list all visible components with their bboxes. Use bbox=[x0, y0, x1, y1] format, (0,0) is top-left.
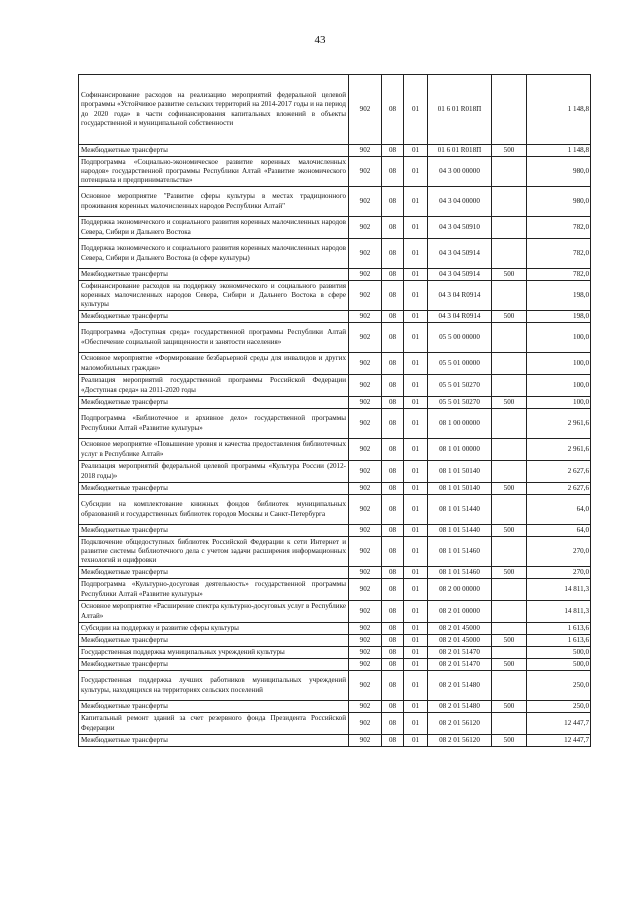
cell-glava: 902 bbox=[349, 495, 382, 525]
cell-name: Государственная поддержка муниципальных учреждений культуры bbox=[79, 647, 349, 659]
cell-target-article: 08 1 01 51460 bbox=[428, 567, 492, 579]
cell-expense-type bbox=[492, 537, 527, 567]
cell-podrazdel: 01 bbox=[404, 397, 428, 409]
cell-glava: 902 bbox=[349, 239, 382, 269]
cell-podrazdel: 01 bbox=[404, 735, 428, 747]
cell-glava: 902 bbox=[349, 635, 382, 647]
cell-expense-type bbox=[492, 579, 527, 601]
cell-razdel: 08 bbox=[382, 659, 404, 671]
cell-podrazdel: 01 bbox=[404, 579, 428, 601]
table-row bbox=[79, 601, 591, 623]
cell-amount: 198,0 bbox=[527, 311, 591, 323]
cell-expense-type bbox=[492, 187, 527, 217]
page-number: 43 bbox=[314, 34, 326, 46]
cell-razdel: 08 bbox=[382, 375, 404, 397]
cell-name: Межбюджетные трансферты bbox=[79, 483, 349, 495]
cell-amount: 270,0 bbox=[527, 567, 591, 579]
table-row bbox=[79, 537, 591, 567]
cell-target-article: 04 3 04 50914 bbox=[428, 239, 492, 269]
cell-name: Межбюджетные трансферты bbox=[79, 311, 349, 323]
cell-razdel: 08 bbox=[382, 145, 404, 157]
table-row bbox=[79, 187, 591, 217]
cell-razdel: 08 bbox=[382, 75, 404, 145]
cell-amount: 14 811,3 bbox=[527, 601, 591, 623]
cell-target-article: 08 2 01 51470 bbox=[428, 647, 492, 659]
table-row bbox=[79, 495, 591, 525]
cell-podrazdel: 01 bbox=[404, 659, 428, 671]
cell-glava: 902 bbox=[349, 525, 382, 537]
cell-expense-type: 500 bbox=[492, 269, 527, 281]
cell-target-article: 08 1 01 51440 bbox=[428, 525, 492, 537]
cell-name: Подпрограмма «Социально-экономическое развитие коренных малочисленных народов» государственной программы Республики Алтай «Развитие экономического потенциала и предпринимательства» bbox=[79, 157, 349, 187]
cell-expense-type: 500 bbox=[492, 483, 527, 495]
cell-razdel: 08 bbox=[382, 461, 404, 483]
cell-expense-type bbox=[492, 157, 527, 187]
table-row bbox=[79, 579, 591, 601]
cell-amount: 1 148,8 bbox=[527, 145, 591, 157]
cell-target-article: 08 2 01 51470 bbox=[428, 659, 492, 671]
table-row bbox=[79, 269, 591, 281]
cell-expense-type: 500 bbox=[492, 525, 527, 537]
cell-target-article: 01 6 01 R018П bbox=[428, 75, 492, 145]
cell-glava: 902 bbox=[349, 375, 382, 397]
cell-podrazdel: 01 bbox=[404, 269, 428, 281]
cell-expense-type bbox=[492, 409, 527, 439]
cell-razdel: 08 bbox=[382, 409, 404, 439]
cell-name: Подпрограмма «Библиотечное и архивное дело» государственной программы Республики Алтай «Развитие культуры» bbox=[79, 409, 349, 439]
cell-name: Основное мероприятие "Развитие сферы культуры в местах традиционного проживания коренных малочисленных народов Республики Алтай" bbox=[79, 187, 349, 217]
cell-amount: 500,0 bbox=[527, 647, 591, 659]
cell-razdel: 08 bbox=[382, 323, 404, 353]
cell-podrazdel: 01 bbox=[404, 439, 428, 461]
cell-podrazdel: 01 bbox=[404, 239, 428, 269]
cell-glava: 902 bbox=[349, 483, 382, 495]
cell-target-article: 08 1 01 50140 bbox=[428, 461, 492, 483]
cell-glava: 902 bbox=[349, 601, 382, 623]
cell-glava: 902 bbox=[349, 461, 382, 483]
cell-target-article: 04 3 04 00000 bbox=[428, 187, 492, 217]
cell-expense-type bbox=[492, 713, 527, 735]
cell-target-article: 08 2 01 45000 bbox=[428, 623, 492, 635]
cell-razdel: 08 bbox=[382, 397, 404, 409]
cell-glava: 902 bbox=[349, 187, 382, 217]
cell-target-article: 05 5 00 00000 bbox=[428, 323, 492, 353]
cell-amount: 12 447,7 bbox=[527, 735, 591, 747]
cell-name: Основное мероприятие «Формирование безбарьерной среды для инвалидов и других маломобильных граждан» bbox=[79, 353, 349, 375]
cell-name: Основное мероприятие «Расширение спектра культурно-досуговых услуг в Республике Алтай» bbox=[79, 601, 349, 623]
cell-name: Межбюджетные трансферты bbox=[79, 397, 349, 409]
cell-expense-type bbox=[492, 375, 527, 397]
cell-name: Субсидии на поддержку и развитие сферы культуры bbox=[79, 623, 349, 635]
table-row bbox=[79, 525, 591, 537]
table-row bbox=[79, 735, 591, 747]
cell-glava: 902 bbox=[349, 735, 382, 747]
cell-podrazdel: 01 bbox=[404, 483, 428, 495]
cell-glava: 902 bbox=[349, 281, 382, 311]
cell-amount: 100,0 bbox=[527, 323, 591, 353]
cell-amount: 100,0 bbox=[527, 353, 591, 375]
cell-amount: 64,0 bbox=[527, 495, 591, 525]
cell-amount: 1 613,6 bbox=[527, 623, 591, 635]
cell-razdel: 08 bbox=[382, 713, 404, 735]
cell-expense-type: 500 bbox=[492, 311, 527, 323]
cell-amount: 64,0 bbox=[527, 525, 591, 537]
cell-amount: 782,0 bbox=[527, 269, 591, 281]
cell-podrazdel: 01 bbox=[404, 217, 428, 239]
budget-table bbox=[78, 74, 591, 747]
table-row bbox=[79, 483, 591, 495]
cell-razdel: 08 bbox=[382, 439, 404, 461]
cell-target-article: 08 2 00 00000 bbox=[428, 579, 492, 601]
cell-target-article: 04 3 04 50914 bbox=[428, 269, 492, 281]
cell-podrazdel: 01 bbox=[404, 281, 428, 311]
cell-razdel: 08 bbox=[382, 579, 404, 601]
cell-glava: 902 bbox=[349, 713, 382, 735]
cell-glava: 902 bbox=[349, 323, 382, 353]
cell-podrazdel: 01 bbox=[404, 701, 428, 713]
table-row bbox=[79, 75, 591, 145]
cell-podrazdel: 01 bbox=[404, 311, 428, 323]
cell-podrazdel: 01 bbox=[404, 647, 428, 659]
cell-podrazdel: 01 bbox=[404, 187, 428, 217]
cell-name: Софинансирование расходов на реализацию мероприятий федеральной целевой программы «Устойчивое развитие сельских территорий на 2014-2017 годы и на период до 2020 года» в части софинансирования капитальных вложений в объекты государственной и муниципальной собственности bbox=[79, 75, 349, 145]
cell-razdel: 08 bbox=[382, 601, 404, 623]
cell-target-article: 05 5 01 00000 bbox=[428, 353, 492, 375]
cell-expense-type: 500 bbox=[492, 701, 527, 713]
cell-glava: 902 bbox=[349, 659, 382, 671]
cell-target-article: 04 3 04 50910 bbox=[428, 217, 492, 239]
cell-razdel: 08 bbox=[382, 735, 404, 747]
cell-amount: 980,0 bbox=[527, 187, 591, 217]
cell-target-article: 04 3 04 R0914 bbox=[428, 311, 492, 323]
cell-glava: 902 bbox=[349, 537, 382, 567]
cell-razdel: 08 bbox=[382, 623, 404, 635]
cell-razdel: 08 bbox=[382, 495, 404, 525]
cell-podrazdel: 01 bbox=[404, 671, 428, 701]
cell-razdel: 08 bbox=[382, 311, 404, 323]
table-row bbox=[79, 281, 591, 311]
cell-name: Реализация мероприятий государственной программы Российской Федерации «Доступная среда» на 2011-2020 годы bbox=[79, 375, 349, 397]
cell-amount: 12 447,7 bbox=[527, 713, 591, 735]
cell-razdel: 08 bbox=[382, 671, 404, 701]
cell-name: Межбюджетные трансферты bbox=[79, 525, 349, 537]
cell-glava: 902 bbox=[349, 157, 382, 187]
cell-expense-type: 500 bbox=[492, 397, 527, 409]
cell-podrazdel: 01 bbox=[404, 145, 428, 157]
cell-amount: 100,0 bbox=[527, 397, 591, 409]
table-row bbox=[79, 713, 591, 735]
table-row bbox=[79, 375, 591, 397]
cell-razdel: 08 bbox=[382, 157, 404, 187]
cell-expense-type: 500 bbox=[492, 145, 527, 157]
cell-name: Софинансирование расходов на поддержку экономического и социального развития коренных малочисленных народов Севера, Сибири и Дальнего Востока в сфере культуры bbox=[79, 281, 349, 311]
cell-name: Подключение общедоступных библиотек Российской Федерации к сети Интернет и развитие системы библиотечного дела с учетом задачи расширения информационных технологий и оцифровки bbox=[79, 537, 349, 567]
cell-expense-type bbox=[492, 647, 527, 659]
cell-target-article: 01 6 01 R018П bbox=[428, 145, 492, 157]
cell-glava: 902 bbox=[349, 701, 382, 713]
cell-glava: 902 bbox=[349, 647, 382, 659]
cell-podrazdel: 01 bbox=[404, 601, 428, 623]
cell-name: Межбюджетные трансферты bbox=[79, 567, 349, 579]
cell-expense-type bbox=[492, 671, 527, 701]
table-row bbox=[79, 409, 591, 439]
cell-target-article: 08 2 01 56120 bbox=[428, 735, 492, 747]
cell-target-article: 04 3 00 00000 bbox=[428, 157, 492, 187]
cell-glava: 902 bbox=[349, 145, 382, 157]
cell-glava: 902 bbox=[349, 567, 382, 579]
cell-name: Подпрограмма «Культурно-досуговая деятельность» государственной программы Республики Алтай «Развитие культуры» bbox=[79, 579, 349, 601]
table-row bbox=[79, 439, 591, 461]
table-row bbox=[79, 461, 591, 483]
cell-amount: 2 627,6 bbox=[527, 461, 591, 483]
cell-amount: 782,0 bbox=[527, 217, 591, 239]
cell-target-article: 08 2 01 45000 bbox=[428, 635, 492, 647]
cell-expense-type bbox=[492, 239, 527, 269]
cell-expense-type: 500 bbox=[492, 735, 527, 747]
table-row bbox=[79, 311, 591, 323]
cell-amount: 782,0 bbox=[527, 239, 591, 269]
cell-name: Капитальный ремонт зданий за счет резервного фонда Президента Российской Федерации bbox=[79, 713, 349, 735]
cell-glava: 902 bbox=[349, 409, 382, 439]
cell-name: Субсидии на комплектование книжных фондов библиотек муниципальных образований и государственных библиотек городов Москвы и Санкт-Петербурга bbox=[79, 495, 349, 525]
table-row bbox=[79, 701, 591, 713]
table-row bbox=[79, 397, 591, 409]
cell-podrazdel: 01 bbox=[404, 409, 428, 439]
cell-razdel: 08 bbox=[382, 525, 404, 537]
cell-podrazdel: 01 bbox=[404, 375, 428, 397]
cell-target-article: 08 1 00 00000 bbox=[428, 409, 492, 439]
cell-expense-type bbox=[492, 623, 527, 635]
table-row bbox=[79, 671, 591, 701]
cell-glava: 902 bbox=[349, 75, 382, 145]
cell-glava: 902 bbox=[349, 217, 382, 239]
cell-name: Поддержка экономического и социального развития коренных малочисленных народов Севера, Сибири и Дальнего Востока (в сфере культуры) bbox=[79, 239, 349, 269]
cell-expense-type bbox=[492, 461, 527, 483]
cell-name: Межбюджетные трансферты bbox=[79, 145, 349, 157]
cell-amount: 14 811,3 bbox=[527, 579, 591, 601]
cell-expense-type bbox=[492, 217, 527, 239]
cell-razdel: 08 bbox=[382, 353, 404, 375]
cell-razdel: 08 bbox=[382, 537, 404, 567]
cell-razdel: 08 bbox=[382, 187, 404, 217]
cell-target-article: 08 1 01 51440 bbox=[428, 495, 492, 525]
cell-name: Государственная поддержка лучших работников муниципальных учреждений культуры, находящихся на территориях сельских поселений bbox=[79, 671, 349, 701]
cell-podrazdel: 01 bbox=[404, 635, 428, 647]
table-row bbox=[79, 623, 591, 635]
table-row bbox=[79, 145, 591, 157]
cell-glava: 902 bbox=[349, 397, 382, 409]
cell-expense-type: 500 bbox=[492, 567, 527, 579]
cell-amount: 980,0 bbox=[527, 157, 591, 187]
table-row bbox=[79, 353, 591, 375]
cell-podrazdel: 01 bbox=[404, 525, 428, 537]
cell-glava: 902 bbox=[349, 579, 382, 601]
cell-target-article: 08 2 01 56120 bbox=[428, 713, 492, 735]
cell-name: Поддержка экономического и социального развития коренных малочисленных народов Севера, Сибири и Дальнего Востока bbox=[79, 217, 349, 239]
cell-name: Подпрограмма «Доступная среда» государственной программы Республики Алтай «Обеспечение социальной защищенности и занятости населения» bbox=[79, 323, 349, 353]
cell-razdel: 08 bbox=[382, 239, 404, 269]
cell-podrazdel: 01 bbox=[404, 461, 428, 483]
cell-name: Основное мероприятие «Повышение уровня и качества предоставления библиотечных услуг в Республике Алтай» bbox=[79, 439, 349, 461]
cell-expense-type bbox=[492, 75, 527, 145]
cell-podrazdel: 01 bbox=[404, 567, 428, 579]
cell-razdel: 08 bbox=[382, 217, 404, 239]
cell-razdel: 08 bbox=[382, 701, 404, 713]
table-row bbox=[79, 567, 591, 579]
cell-name: Межбюджетные трансферты bbox=[79, 635, 349, 647]
cell-amount: 198,0 bbox=[527, 281, 591, 311]
cell-expense-type bbox=[492, 281, 527, 311]
cell-name: Межбюджетные трансферты bbox=[79, 269, 349, 281]
cell-podrazdel: 01 bbox=[404, 323, 428, 353]
cell-target-article: 05 5 01 50270 bbox=[428, 375, 492, 397]
cell-podrazdel: 01 bbox=[404, 623, 428, 635]
cell-glava: 902 bbox=[349, 353, 382, 375]
table-body bbox=[79, 75, 591, 747]
table-row bbox=[79, 239, 591, 269]
cell-amount: 270,0 bbox=[527, 537, 591, 567]
cell-glava: 902 bbox=[349, 671, 382, 701]
table-row bbox=[79, 217, 591, 239]
cell-glava: 902 bbox=[349, 311, 382, 323]
cell-expense-type bbox=[492, 495, 527, 525]
cell-podrazdel: 01 bbox=[404, 75, 428, 145]
cell-amount: 2 961,6 bbox=[527, 409, 591, 439]
table-row bbox=[79, 157, 591, 187]
cell-podrazdel: 01 bbox=[404, 495, 428, 525]
cell-amount: 2 627,6 bbox=[527, 483, 591, 495]
cell-expense-type bbox=[492, 353, 527, 375]
cell-amount: 1 613,6 bbox=[527, 635, 591, 647]
cell-amount: 2 961,6 bbox=[527, 439, 591, 461]
cell-expense-type bbox=[492, 601, 527, 623]
cell-expense-type bbox=[492, 323, 527, 353]
cell-amount: 1 148,8 bbox=[527, 75, 591, 145]
table-row bbox=[79, 659, 591, 671]
cell-name: Межбюджетные трансферты bbox=[79, 735, 349, 747]
cell-amount: 250,0 bbox=[527, 701, 591, 713]
cell-target-article: 05 5 01 50270 bbox=[428, 397, 492, 409]
cell-amount: 250,0 bbox=[527, 671, 591, 701]
cell-podrazdel: 01 bbox=[404, 537, 428, 567]
cell-razdel: 08 bbox=[382, 635, 404, 647]
cell-podrazdel: 01 bbox=[404, 713, 428, 735]
cell-name: Реализация мероприятий федеральной целевой программы «Культура России (2012-2018 годы)» bbox=[79, 461, 349, 483]
cell-target-article: 08 1 01 51460 bbox=[428, 537, 492, 567]
cell-target-article: 08 1 01 00000 bbox=[428, 439, 492, 461]
cell-razdel: 08 bbox=[382, 647, 404, 659]
cell-razdel: 08 bbox=[382, 567, 404, 579]
cell-glava: 902 bbox=[349, 269, 382, 281]
table-row bbox=[79, 323, 591, 353]
cell-target-article: 08 2 01 00000 bbox=[428, 601, 492, 623]
cell-amount: 500,0 bbox=[527, 659, 591, 671]
cell-target-article: 08 2 01 51480 bbox=[428, 701, 492, 713]
cell-target-article: 08 1 01 50140 bbox=[428, 483, 492, 495]
table-row bbox=[79, 635, 591, 647]
cell-podrazdel: 01 bbox=[404, 157, 428, 187]
table-row bbox=[79, 647, 591, 659]
cell-expense-type: 500 bbox=[492, 635, 527, 647]
cell-expense-type: 500 bbox=[492, 659, 527, 671]
cell-target-article: 08 2 01 51480 bbox=[428, 671, 492, 701]
cell-target-article: 04 3 04 R0914 bbox=[428, 281, 492, 311]
cell-glava: 902 bbox=[349, 623, 382, 635]
cell-razdel: 08 bbox=[382, 483, 404, 495]
cell-razdel: 08 bbox=[382, 281, 404, 311]
cell-expense-type bbox=[492, 439, 527, 461]
cell-name: Межбюджетные трансферты bbox=[79, 659, 349, 671]
cell-glava: 902 bbox=[349, 439, 382, 461]
cell-name: Межбюджетные трансферты bbox=[79, 701, 349, 713]
cell-razdel: 08 bbox=[382, 269, 404, 281]
cell-podrazdel: 01 bbox=[404, 353, 428, 375]
cell-amount: 100,0 bbox=[527, 375, 591, 397]
